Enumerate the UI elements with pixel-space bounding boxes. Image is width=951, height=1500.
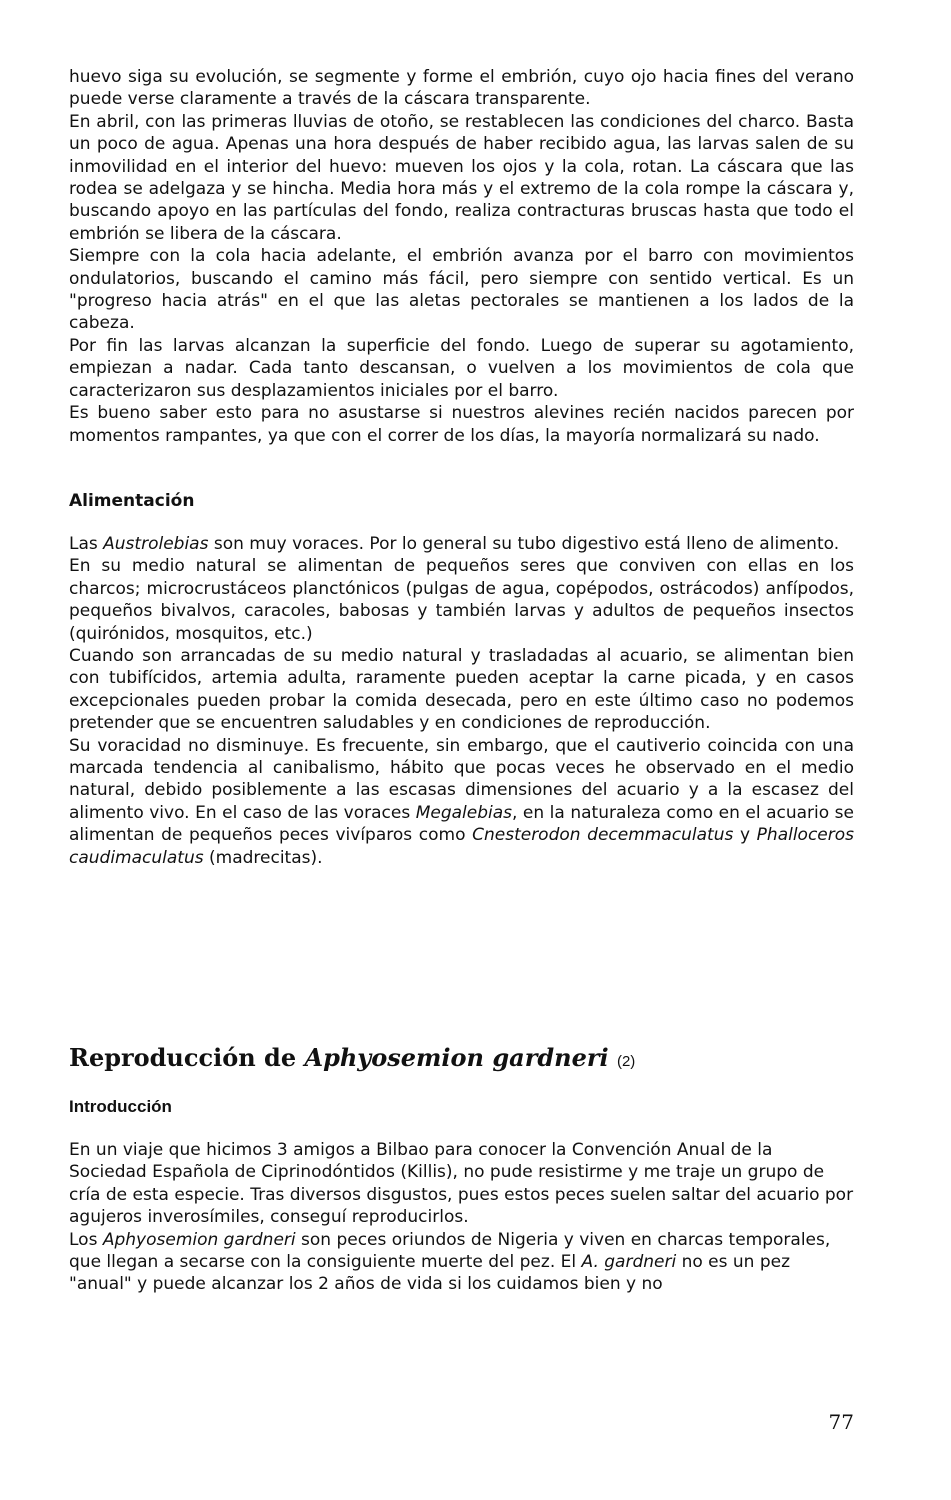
paragraph: Es bueno saber esto para no asustarse si nuestros alevines recién nacidos parecen por momentos rampantes, ya que con el correr de los días, la mayoría normalizará su nado. — [69, 403, 854, 446]
article-title: Reproducción de Aphyosemion gardneri (2) — [69, 1043, 636, 1072]
section-alimentacion — [69, 533, 854, 869]
footnote-ref: (2) — [616, 1053, 636, 1070]
subheading-introduccion: Introducción — [69, 1097, 172, 1116]
section-introduccion — [69, 1139, 854, 1296]
section-embryo-development — [69, 66, 854, 447]
species-name: Phalloceros caudimaculatus — [69, 825, 855, 868]
paragraph: huevo siga su evolución, se segmente y forme el embrión, cuyo ojo hacia fines del verano puede verse claramente a través de la cáscara transparente. — [69, 67, 854, 110]
page-content — [69, 66, 854, 1296]
genus-name: Megalebias — [415, 802, 513, 823]
paragraph: En abril, con las primeras lluvias de otoño, se restablecen las condiciones del charco. Basta un poco de agua. Apenas una hora después de haber recibido agua, las larvas salen de su inmovilidad en el interior del huevo: mueven los ojos y la cola, rotan. La cáscara que las rodea se adelgaza y se hincha. Media hora más y el extremo de la cola rompe la cáscara y, buscando apoyo en las partículas del fondo, realiza contracturas bruscas hasta que todo el embrión se libera de la cáscara. — [69, 111, 854, 244]
species-name: Cnesterodon decemmaculatus — [472, 825, 734, 846]
paragraph: Cuando son arrancadas de su medio natural y trasladadas al acuario, se alimentan bien con tubifícidos, artemia adulta, raramente pueden aceptar la carne picada, y en casos excepcionales pueden probar la comida desecada, pero en este último caso no podemos pretender que se encuentren saludables y en condiciones de reproducción. — [69, 645, 854, 734]
paragraph: En un viaje que hicimos 3 amigos a Bilbao para conocer la Convención Anual de la Sociedad Española de Ciprinodóntidos (Killis), no pude resistirme y me traje un grupo de cría de esta especie. Tras diversos disgustos, pues estos peces suelen saltar del acuario por agujeros inverosímiles, conseguí reproducirlos. — [69, 1140, 854, 1228]
section-heading-alimentacion: Alimentación — [69, 490, 195, 511]
paragraph: Por fin las larvas alcanzan la superficie del fondo. Luego de superar su agotamiento, empiezan a nadar. Cada tanto descansan, o vuelven a los movimientos de cola que caracterizaron sus desplazamientos iniciales por el barro. — [69, 335, 854, 401]
species-name: A. gardneri — [581, 1252, 677, 1273]
paragraph: Su voracidad no disminuye. Es frecuente, sin embargo, que el cautiverio coincida con una marcada tendencia al canibalismo, hábito que pocas veces he observado en el medio natural, debido posiblemente a las escasas dimensiones del acuario y a la escasez del alimento vivo. En el caso de las voraces Megalebias, en la naturaleza como en el acuario se alimentan de pequeños peces vivíparos como Cnesterodon decemmaculatus y Phalloceros caudimaculatus (madrecitas). — [69, 735, 855, 868]
paragraph: Las Austrolebias son muy voraces. Por lo general su tubo digestivo está lleno de alimento. — [69, 533, 840, 554]
article-title-species: Aphyosemion gardneri — [304, 1043, 609, 1072]
page-number: 77 — [828, 1410, 854, 1434]
paragraph: Siempre con la cola hacia adelante, el embrión avanza por el barro con movimientos ondulatorios, buscando el camino más fácil, pero siempre con sentido vertical. Es un "progreso hacia atrás" en el que las aletas pectorales se mantienen a los lados de la cabeza. — [69, 246, 854, 334]
species-name: Austrolebias — [103, 533, 209, 554]
paragraph: Los Aphyosemion gardneri son peces oriundos de Nigeria y viven en charcas temporales, que llegan a secarse con la consiguiente muerte del pez. El A. gardneri no es un pez "anual" y puede alcanzar los 2 años de vida si los cuidamos bien y no — [69, 1229, 831, 1295]
paragraph: En su medio natural se alimentan de pequeños seres que conviven con ellas en los charcos; microcrustáceos planctónicos (pulgas de agua, copépodos, ostrácodos) anfípodos, pequeños bivalvos, caracoles, babosas y también larvas y adultos de pequeños insectos (quirónidos, mosquitos, etc.) — [69, 556, 854, 644]
species-name: Aphyosemion gardneri — [102, 1229, 296, 1250]
